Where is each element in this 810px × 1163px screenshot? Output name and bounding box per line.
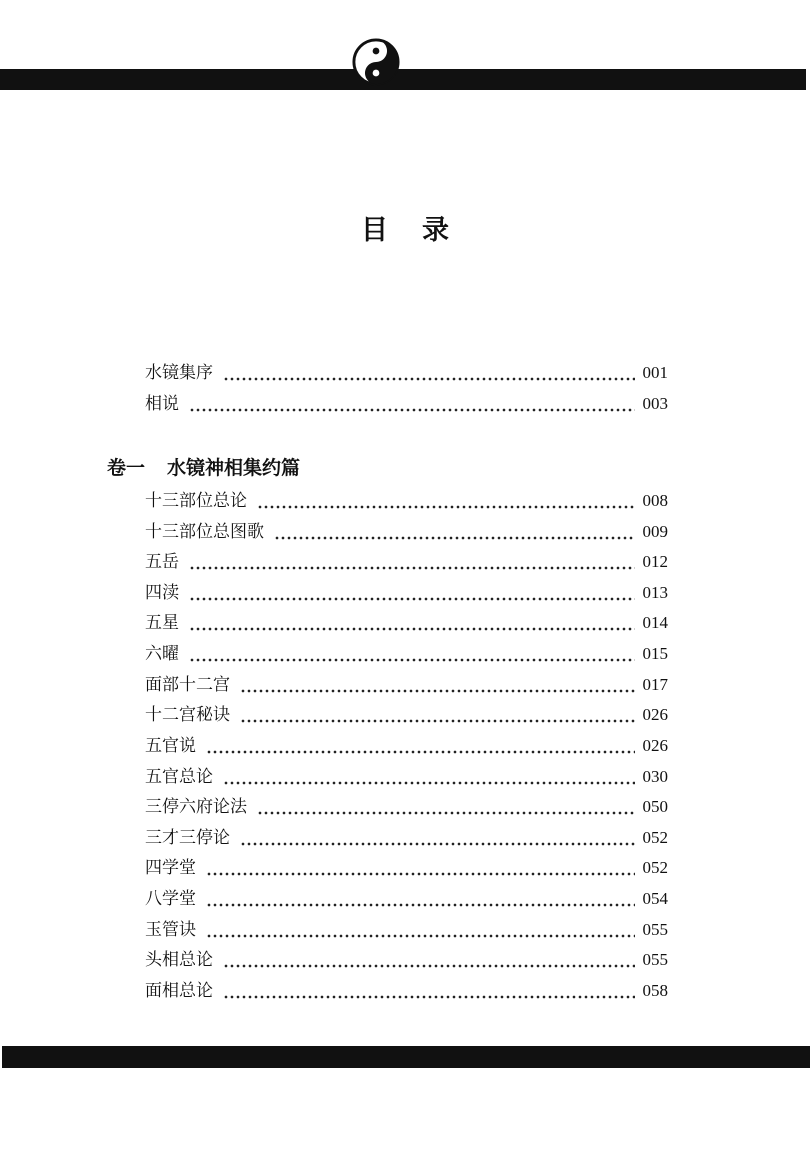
dot-leader <box>257 489 635 513</box>
toc-entry[interactable] <box>145 392 668 416</box>
toc-entry-page: 017 <box>642 675 668 694</box>
toc-entry-label: 四渎 <box>145 583 179 603</box>
toc-entry-label: 头相总论 <box>145 950 213 970</box>
toc-entry[interactable] <box>145 979 668 1003</box>
toc-entry[interactable] <box>145 550 668 574</box>
toc-entry-label: 玉管诀 <box>145 920 196 940</box>
toc-entry[interactable] <box>145 734 668 758</box>
dot-leader <box>189 642 635 666</box>
dot-leader <box>206 918 635 942</box>
toc-entry[interactable] <box>145 948 668 972</box>
toc-entry-page: 009 <box>642 522 668 541</box>
dot-leader <box>240 703 635 727</box>
toc-entry-page: 055 <box>642 950 668 969</box>
volume-number: 卷一 <box>107 457 146 479</box>
toc-entry[interactable] <box>145 856 668 880</box>
taiji-icon <box>352 38 400 86</box>
toc-entry-page: 054 <box>642 889 668 908</box>
toc-entry[interactable] <box>145 887 668 911</box>
toc-entry-page: 008 <box>642 491 668 510</box>
toc-entry[interactable] <box>145 489 668 513</box>
toc-entry-label: 五星 <box>145 613 179 633</box>
toc-entry[interactable] <box>145 703 668 727</box>
dot-leader <box>223 765 635 789</box>
dot-leader <box>223 948 635 972</box>
toc-entry[interactable] <box>145 673 668 697</box>
toc-entry-label: 十三部位总图歌 <box>145 522 264 542</box>
toc-entry-page: 026 <box>642 705 668 724</box>
toc-entry-label: 五官说 <box>145 736 196 756</box>
toc-entry-label: 十二宫秘诀 <box>145 705 230 725</box>
dot-leader <box>257 795 635 819</box>
header-rule <box>0 69 806 90</box>
dot-leader <box>240 673 635 697</box>
toc-entry-page: 052 <box>642 858 668 877</box>
toc-entry[interactable] <box>145 611 668 635</box>
toc-entry-page: 030 <box>642 767 668 786</box>
dot-leader <box>206 856 635 880</box>
toc-entry-page: 013 <box>642 583 668 602</box>
toc-entry-page: 001 <box>642 363 668 382</box>
toc-entry[interactable] <box>145 520 668 544</box>
dot-leader <box>274 520 635 544</box>
dot-leader <box>189 611 635 635</box>
dot-leader <box>189 581 635 605</box>
toc-entry-page: 052 <box>642 828 668 847</box>
toc-entry-label: 面部十二宫 <box>145 675 230 695</box>
toc-entry[interactable] <box>145 918 668 942</box>
dot-leader <box>206 887 635 911</box>
toc-entry-label: 面相总论 <box>145 981 213 1001</box>
dot-leader <box>189 392 635 416</box>
footer-rule <box>2 1046 810 1068</box>
toc-entry-label: 相说 <box>145 394 179 414</box>
dot-leader <box>223 979 635 1003</box>
toc-entry-label: 六曜 <box>145 644 179 664</box>
toc-entry-page: 050 <box>642 797 668 816</box>
toc-entry-page: 026 <box>642 736 668 755</box>
toc-entry[interactable] <box>145 361 668 385</box>
toc-entry-page: 058 <box>642 981 668 1000</box>
toc-entry[interactable] <box>145 765 668 789</box>
toc-entry-label: 三停六府论法 <box>145 797 247 817</box>
toc-entry-label: 十三部位总论 <box>145 491 247 511</box>
volume-heading <box>107 454 300 482</box>
toc-entry-label: 四学堂 <box>145 858 196 878</box>
dot-leader <box>206 734 635 758</box>
toc-entry-page: 012 <box>642 552 668 571</box>
toc-entry-page: 015 <box>642 644 668 663</box>
toc-entry[interactable] <box>145 795 668 819</box>
toc-entry-page: 003 <box>642 394 668 413</box>
dot-leader <box>189 550 635 574</box>
toc-entry-page: 055 <box>642 920 668 939</box>
toc-entry-label: 三才三停论 <box>145 828 230 848</box>
dot-leader <box>223 361 635 385</box>
toc-entry-label: 五官总论 <box>145 767 213 787</box>
toc-entry-label: 五岳 <box>145 552 179 572</box>
toc-entry-label: 八学堂 <box>145 889 196 909</box>
dot-leader <box>240 826 635 850</box>
volume-title: 水镜神相集约篇 <box>167 457 301 479</box>
toc-entry-label: 水镜集序 <box>145 363 213 383</box>
page-title: 目录 <box>361 215 483 246</box>
toc-entry[interactable] <box>145 581 668 605</box>
toc-entry[interactable] <box>145 826 668 850</box>
toc-entry[interactable] <box>145 642 668 666</box>
toc-entry-page: 014 <box>642 613 668 632</box>
